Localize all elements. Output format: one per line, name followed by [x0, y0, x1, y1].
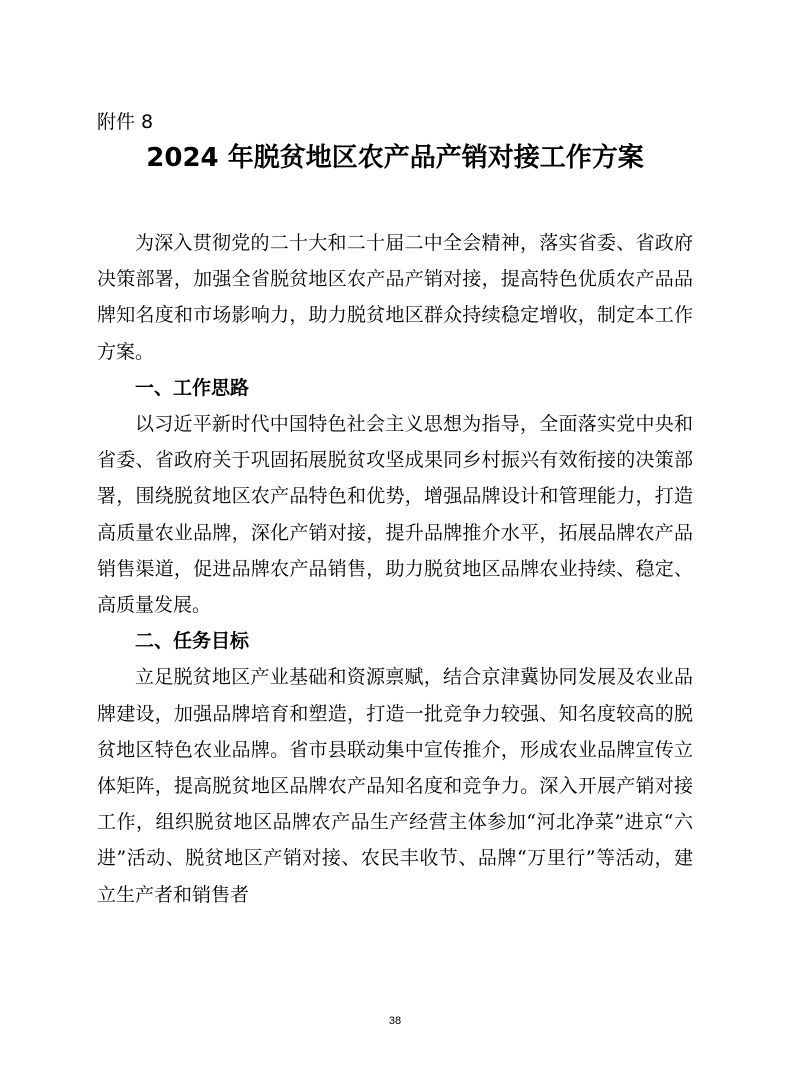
annex-label: 附件 8 — [97, 111, 154, 133]
document-title: 2024 年脱贫地区农产品产销对接工作方案 — [146, 143, 644, 173]
intro-paragraph: 为深入贯彻党的二十大和二十届二中全会精神，落实省委、省政府决策部署，加强全省脱贫地区农产品产销对接，提高特色优质农产品品牌知名度和市场影响力，助力脱贫地区群众持续稳定增收，制定本工作方案。 — [97, 232, 693, 363]
section-paragraph-approach: 以习近平新时代中国特色社会主义思想为指导，全面落实党中央和省委、省政府关于巩固拓展脱贫攻坚成果同乡村振兴有效衔接的决策部署，围绕脱贫地区农产品特色和优势，增强品牌设计和管理能力，打造高质量农业品牌，深化产销对接，提升品牌推介水平，拓展品牌农产品销售渠道，促进品牌农产品销售，助力脱贫地区品牌农业持续、稳定、高质量发展。 — [97, 413, 693, 617]
section-heading-goals: 二、任务目标 — [135, 630, 250, 653]
page-number: 38 — [388, 1015, 402, 1027]
section-heading-approach: 一、工作思路 — [135, 376, 250, 399]
section-paragraph-goals: 立足脱贫地区产业基础和资源禀赋，结合京津冀协同发展及农业品牌建设，加强品牌培育和塑造，打造一批竞争力较强、知名度较高的脱贫地区特色农业品牌。省市县联动集中宣传推介，形成农业品牌宣传立体矩阵，提高脱贫地区品牌农产品知名度和竞争力。深入开展产销对接工作，组织脱贫地区品牌农产品生产经营主体参加“河北净菜”进京“六进”活动、脱贫地区产销对接、农民丰收节、品牌“万里行”等活动，建立生产者和销售者 — [97, 666, 693, 906]
document-body — [97, 225, 693, 913]
